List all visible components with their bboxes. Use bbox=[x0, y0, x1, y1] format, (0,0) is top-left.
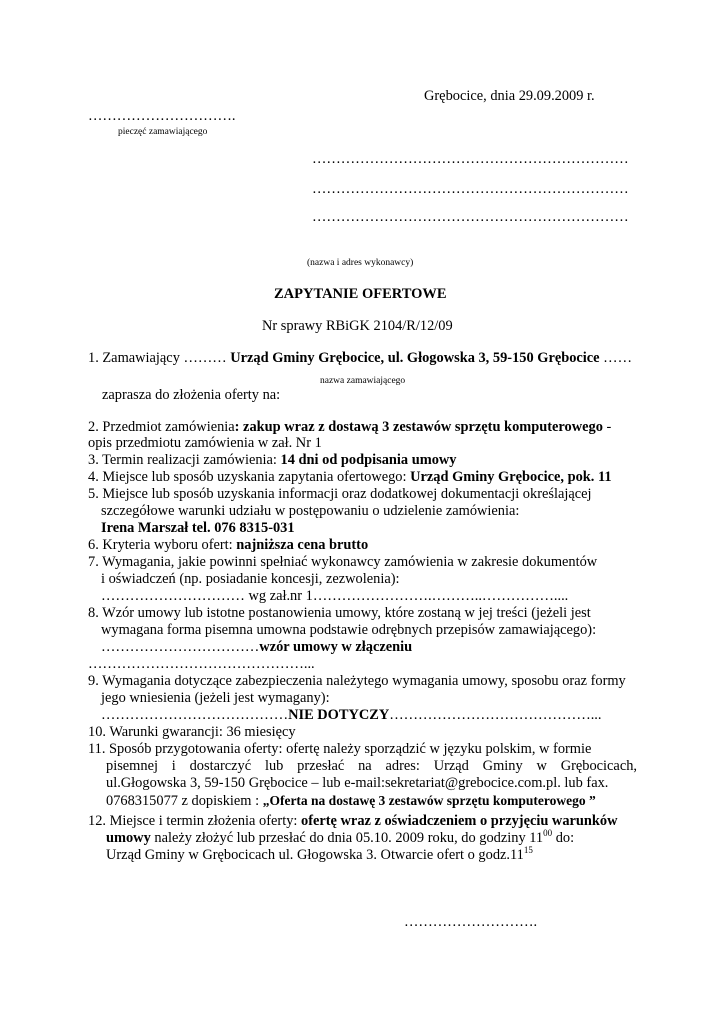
recipient-line-3: ………………………………………………………… bbox=[312, 209, 629, 225]
item-6: 6. Kryteria wyboru ofert: najniższa cena brutto bbox=[88, 537, 369, 553]
item-8-line-1: 8. Wzór umowy lub istotne postanowienia umowy, które zostaną w jej treści (jeżeli jest bbox=[88, 605, 591, 621]
item-5-line-1: 5. Miejsce lub sposób uzyskania informacji oraz dodatkowej dokumentacji określającej bbox=[88, 486, 592, 502]
item-9-line-2: jego wniesienia (jeżeli jest wymagany): bbox=[101, 690, 330, 706]
item-12-line-3: Urząd Gminy w Grębocicach ul. Głogowska 3. Otwarcie ofert o $godz.11^{15}$ bbox=[106, 845, 533, 863]
item-12-line-2: umowy należy złożyć lub przesłać do dnia 05.10. 2009 roku, do godziny $11^{00}$ do: bbox=[106, 828, 575, 846]
item-4: 4. Miejsce lub sposób uzyskania zapytania ofertowego: Urząd Gminy Grębocice, pok. 11 bbox=[88, 469, 612, 485]
item-2: 2. Przedmiot zamówienia: zakup wraz z dostawą 3 zestawów sprzętu komputerowego - bbox=[88, 419, 612, 435]
item-8-line-4: ………………………………………... bbox=[88, 656, 315, 672]
item-7-line-2: i oświadczeń (np. posiadanie koncesji, zezwolenia): bbox=[101, 571, 400, 587]
recipient-caption: (nazwa i adres wykonawcy) bbox=[307, 258, 414, 268]
item-10: 10. Warunki gwarancji: 36 miesięcy bbox=[88, 724, 296, 740]
item-11-line-4: 0768315077 z dopiskiem : „Oferta na dostawę 3 zestawów sprzętu komputerowego ” bbox=[106, 793, 596, 809]
stamp-dots: …………………………. bbox=[88, 108, 236, 124]
case-number: Nr sprawy RBiGK 2104/R/12/09 bbox=[262, 318, 453, 334]
item-11-line-1: 11. Sposób przygotowania oferty: ofertę należy sporządzić w języku polskim, w formie bbox=[88, 741, 592, 757]
item-7-line-3: ………………………… wg zał.nr 1…………………….………..…………….... bbox=[101, 588, 569, 604]
place-date: Grębocice, dnia 29.09.2009 r. bbox=[424, 88, 595, 104]
item-1-caption: nazwa zamawiającego bbox=[320, 376, 406, 386]
item-2-line-2: opis przedmiotu zamówienia w zał. Nr 1 bbox=[88, 435, 322, 451]
item-9-line-1: 9. Wymagania dotyczące zabezpieczenia należytego wymagania umowy, sposobu oraz formy bbox=[88, 673, 626, 689]
item-8-line-3: ……………………………wzór umowy w złączeniu bbox=[101, 639, 413, 655]
page-title: ZAPYTANIE OFERTOWE bbox=[274, 286, 447, 302]
recipient-line-1: ………………………………………………………… bbox=[312, 151, 629, 167]
recipient-line-2: ………………………………………………………… bbox=[312, 181, 629, 197]
item-11-line-3: ul.Głogowska 3, 59-150 Grębocice – lub e-mail:sekretariat@grebocice.com.pl. lub fax. bbox=[106, 775, 609, 791]
item-11-line-2: pisemnej i dostarczyć lub przesłać na adres: Urząd Gminy w Grębocicach, bbox=[106, 758, 637, 774]
signature-dots: ………………………. bbox=[404, 914, 538, 930]
item-12-line-1: 12. Miejsce i termin złożenia oferty: ofertę wraz z oświadczeniem o przyjęciu warunków bbox=[88, 813, 618, 829]
item-7-line-1: 7. Wymagania, jakie powinni spełniać wykonawcy zamówienia w zakresie dokumentów bbox=[88, 554, 598, 570]
item-9-line-3: …………………………………NIE DOTYCZY……………………………………... bbox=[101, 707, 602, 723]
item-5-line-2: szczegółowe warunki udziału w postępowaniu o udzielenie zamówienia: bbox=[101, 503, 520, 519]
item-5-contact: Irena Marszał tel. 076 8315-031 bbox=[101, 520, 295, 536]
item-3: 3. Termin realizacji zamówienia: 14 dni od podpisania umowy bbox=[88, 452, 457, 468]
item-1: 1. Zamawiający ……… Urząd Gminy Grębocice, ul. Głogowska 3, 59-150 Grębocice …… bbox=[88, 350, 632, 366]
stamp-label: pieczęć zamawiającego bbox=[118, 127, 208, 137]
item-8-line-2: wymagana forma pisemna umowna podstawie odrębnych przepisów zamawiającego): bbox=[101, 622, 597, 638]
item-1-line-2: zaprasza do złożenia oferty na: bbox=[102, 387, 281, 403]
